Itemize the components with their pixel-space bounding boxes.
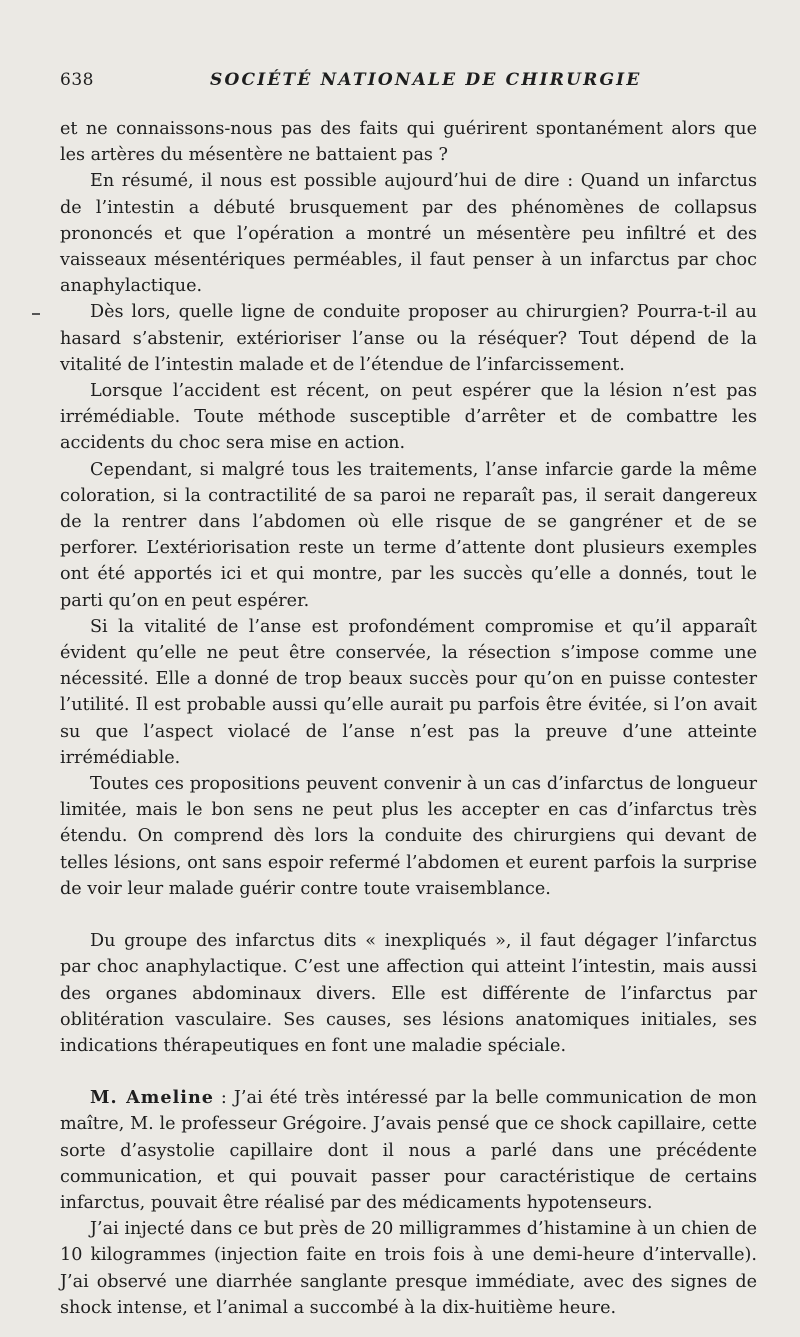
page-header	[60, 70, 760, 98]
paragraph-exteriorisation: Cependant, si malgré tous les traitements, l’anse infarcie garde la même coloration, si la contractilité de sa paroi ne reparaît pas, il serait dangereux de la rentrer dans l’abdomen où elle risque de se gangréner et de se perforer. L’extériorisation reste un terme d’attente dont plusieurs exemples ont été apportés ici et qui montre, par les succès qu’elle a donnés, tout le parti qu’on en peut espérer.	[60, 459, 757, 611]
paragraph-intervention	[60, 1085, 757, 1216]
paragraph-resection: Si la vitalité de l’anse est profondément compromise et qu’il apparaît évident qu’elle ne peut être conservée, la résection s’impose comme une nécessité. Elle a donné de trop beaux succès pour qu’on en puisse contester l’utilité. Il est probable aussi qu’elle aurait pu parfois être évitée, si l’on avait su que l’aspect violacé de l’anse n’est pas la preuve d’une atteinte irrémédiable.	[60, 616, 757, 768]
paragraph-conclusion: Du groupe des infarctus dits « inexpliqués », il faut dégager l’infarctus par choc anaphylactique. C’est une affection qui atteint l’intestin, mais aussi des organes abdominaux divers. Elle est différente de l’infarctus par oblitération vasculaire. Ses causes, ses lésions anatomiques initiales, ses indications thérapeutiques en font une maladie spéciale.	[60, 931, 757, 1056]
paragraph-propositions: Toutes ces propositions peuvent convenir à un cas d’infarctus de longueur limitée, mais le bon sens ne peut plus les accepter en cas d’infarctus très étendu. On comprend dès lors la conduite des chirurgiens qui devant de telles lésions, ont sans espoir refermé l’abdomen et eurent parfois la surprise de voir leur malade guérir contre toute vraisemblance.	[60, 774, 757, 899]
margin-mark	[32, 313, 40, 315]
paragraph-experiment: J’ai injecté dans ce but près de 20 milligrammes d’histamine à un chien de 10 kilogrammes (injection faite en trois fois à une demi-heure d’intervalle). J’ai observé une diarrhée sanglante presque immédiate, avec des signes de shock intense, et l’animal a succombé à la dix-huitième heure.	[60, 1219, 757, 1318]
paragraph-summary: En résumé, il nous est possible aujourd’hui de dire : Quand un infarctus de l’intestin a débuté brusquement par des phénomènes de collapsus prononcés et que l’opération a montré un mésentère peu infiltré et des vaisseaux mésentériques perméables, il faut penser à un infarctus par choc anaphylactique.	[60, 171, 757, 297]
paragraph-conduct: Dès lors, quelle ligne de conduite proposer au chirurgien? Pourra-t-il au hasard s’abstenir, extérioriser l’anse ou la réséquer? Tout dépend de la vitalité de l’intestin malade et de l’étendue de l’infarcissement.	[60, 302, 757, 375]
intervention-text: : J’ai été très intéressé par la belle communication de mon maître, M. le professeur Grégoire. J’avais pensé que ce shock capillaire, cette sorte d’asystolie capillaire dont il nous a parlé dans une précédente communication, et qui pouvait passer pour caractéristique de certains infarctus, pouvait être réalisé par des médicaments hypotenseurs.	[60, 1088, 757, 1213]
page-number: 638	[60, 70, 94, 90]
paragraph-recent-accident: Lorsque l’accident est récent, on peut espérer que la lésion n’est pas irrémédiable. Toute méthode susceptible d’arrêter et de combattre les accidents du choc sera mise en action.	[60, 381, 757, 454]
running-title: SOCIÉTÉ NATIONALE DE CHIRURGIE	[210, 70, 642, 90]
speaker-name: M. Ameline	[90, 1087, 214, 1109]
article-body	[60, 116, 757, 1321]
paragraph-continuation: et ne connaissons-nous pas des faits qui guérirent spontanément alors que les artères du mésentère ne battaient pas ?	[60, 119, 757, 166]
